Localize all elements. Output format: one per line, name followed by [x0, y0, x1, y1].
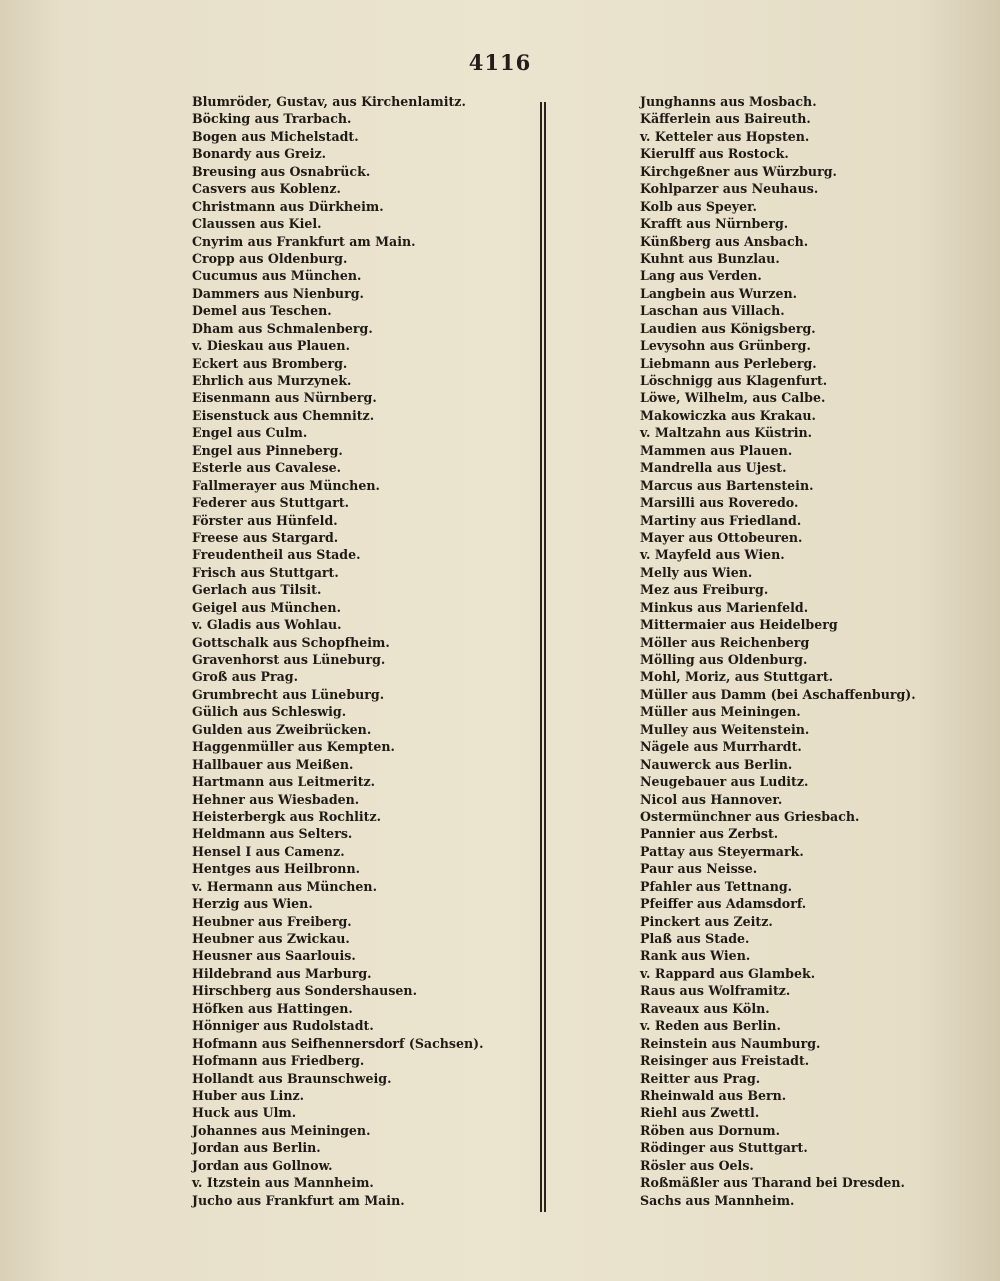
list-item: Nicol aus Hannover. [640, 791, 783, 807]
list-item: Mammen aus Plauen. [640, 442, 793, 458]
list-item: Kohlparzer aus Neuhaus. [640, 181, 819, 197]
list-item: Gravenhorst aus Lüneburg. [192, 652, 386, 667]
list-item: Künßberg aus Ansbach. [640, 233, 809, 249]
list-item: Förster aus Hünfeld. [192, 512, 338, 528]
list-item: Dammers aus Nienburg. [192, 285, 364, 301]
list-item: Böcking aus Trarbach. [192, 111, 352, 127]
list-item: Jordan aus Gollnow. [192, 1157, 333, 1173]
right-name-column [640, 93, 960, 1209]
list-item: Mandrella aus Ujest. [640, 460, 787, 476]
list-item: Makowiczka aus Krakau. [640, 407, 816, 423]
list-item: Hirschberg aus Sondershausen. [192, 983, 417, 999]
list-item: Reisinger aus Freistadt. [640, 1053, 810, 1069]
list-item: Hensel I aus Camenz. [192, 843, 345, 859]
list-item: Heubner aus Freiberg. [192, 913, 352, 929]
list-item: Heldmann aus Selters. [192, 826, 353, 842]
list-item: Kuhnt aus Bunzlau. [640, 250, 780, 266]
list-item: Riehl aus Zwettl. [640, 1105, 760, 1121]
list-item: Löwe, Wilhelm, aus Calbe. [640, 390, 826, 406]
list-item: Minkus aus Marienfeld. [640, 599, 809, 615]
column-divider-rule [540, 102, 542, 1212]
list-item: Eisenstuck aus Chemnitz. [192, 407, 375, 423]
list-item: Hentges aus Heilbronn. [192, 861, 360, 877]
list-item: Dham aus Schmalenberg. [192, 320, 373, 336]
list-item: Paur aus Neisse. [640, 861, 758, 877]
list-item: Nägele aus Murrhardt. [640, 739, 802, 755]
list-item: Sachs aus Mannheim. [640, 1192, 795, 1208]
list-item: Huck aus Ulm. [192, 1105, 297, 1121]
list-item: Huber aus Linz. [192, 1087, 305, 1103]
list-item: Pfahler aus Tettnang. [640, 878, 793, 894]
list-item: Neugebauer aus Luditz. [640, 774, 809, 790]
list-item: Röben aus Dornum. [640, 1122, 780, 1138]
list-item: Christmann aus Dürkheim. [192, 198, 384, 214]
list-item: Raveaux aus Köln. [640, 1000, 770, 1016]
list-item: Cropp aus Oldenburg. [192, 250, 348, 266]
list-item: Groß aus Prag. [192, 669, 298, 685]
column-divider-rule [544, 102, 546, 1212]
list-item: Hofmann aus Seifhennersdorf (Sachsen). [192, 1035, 484, 1051]
list-item: Hallbauer aus Meißen. [192, 756, 354, 772]
list-item: Rödinger aus Stuttgart. [640, 1140, 808, 1156]
list-item: Käfferlein aus Baireuth. [640, 111, 811, 127]
list-item: Möller aus Reichenberg [640, 634, 810, 650]
list-item: Eckert aus Bromberg. [192, 355, 348, 371]
list-item: Lang aus Verden. [640, 268, 762, 284]
list-item: Müller aus Meiningen. [640, 704, 801, 720]
list-item: Marcus aus Bartenstein. [640, 477, 814, 493]
list-item: Esterle aus Cavalese. [192, 460, 342, 476]
list-item: Höfken aus Hattingen. [192, 1000, 353, 1016]
list-item: Jucho aus Frankfurt am Main. [192, 1192, 405, 1208]
list-item: Pattay aus Steyermark. [640, 843, 804, 859]
list-item: v. Itzstein aus Mannheim. [192, 1175, 374, 1191]
list-item: Laschan aus Villach. [640, 303, 785, 319]
list-item: Mayer aus Ottobeuren. [640, 529, 803, 545]
list-item: Gulden aus Zweibrücken. [192, 721, 372, 737]
list-item: Engel aus Culm. [192, 425, 308, 441]
list-item: Heusner aus Saarlouis. [192, 948, 356, 964]
list-item: Müller aus Damm (bei Aschaffenburg). [640, 686, 916, 702]
list-item: Claussen aus Kiel. [192, 216, 322, 232]
list-item: Melly aus Wien. [640, 564, 753, 580]
list-item: Frisch aus Stuttgart. [192, 564, 339, 580]
list-item: Kolb aus Speyer. [640, 198, 757, 214]
list-item: Gerlach aus Tilsit. [192, 582, 322, 598]
list-item: Bogen aus Michelstadt. [192, 128, 359, 144]
list-item: v. Dieskau aus Plauen. [192, 338, 350, 354]
list-item: Raus aus Wolframitz. [640, 983, 791, 999]
list-item: Hofmann aus Friedberg. [192, 1053, 365, 1069]
list-item: Ostermünchner aus Griesbach. [640, 808, 860, 824]
list-item: Langbein aus Wurzen. [640, 285, 798, 301]
list-item: Freudentheil aus Stade. [192, 547, 361, 563]
list-item: Fallmerayer aus München. [192, 477, 380, 493]
list-item: Casvers aus Koblenz. [192, 181, 341, 197]
list-item: Jordan aus Berlin. [192, 1140, 321, 1156]
list-item: Johannes aus Meiningen. [192, 1122, 371, 1138]
list-item: Blumröder, Gustav, aus Kirchenlamitz. [192, 94, 466, 109]
page-number: 4116 [468, 50, 532, 75]
list-item: v. Hermann aus München. [192, 878, 377, 894]
list-item: v. Gladis aus Wohlau. [192, 617, 342, 633]
list-item: Löschnigg aus Klagenfurt. [640, 373, 828, 388]
list-item: Haggenmüller aus Kempten. [192, 739, 395, 755]
list-item: Eisenmann aus Nürnberg. [192, 390, 377, 406]
list-item: Cucumus aus München. [192, 268, 362, 284]
list-item: Hollandt aus Braunschweig. [192, 1070, 392, 1086]
list-item: Pfeiffer aus Adamsdorf. [640, 896, 807, 912]
list-item: Ehrlich aus Murzynek. [192, 373, 352, 388]
list-item: Mez aus Freiburg. [640, 582, 769, 598]
list-item: Freese aus Stargard. [192, 529, 339, 545]
list-item: v. Ketteler aus Hopsten. [640, 128, 810, 144]
list-item: Laudien aus Königsberg. [640, 320, 816, 336]
list-item: Mohl, Moriz, aus Stuttgart. [640, 669, 834, 685]
list-item: Mittermaier aus Heidelberg [640, 617, 838, 633]
list-item: Demel aus Teschen. [192, 303, 332, 319]
list-item: Hönniger aus Rudolstadt. [192, 1018, 374, 1034]
list-item: Grumbrecht aus Lüneburg. [192, 686, 385, 702]
list-item: Herzig aus Wien. [192, 896, 313, 912]
list-item: Krafft aus Nürnberg. [640, 216, 789, 232]
list-item: Rheinwald aus Bern. [640, 1087, 787, 1103]
list-item: Gottschalk aus Schopfheim. [192, 634, 390, 650]
list-item: Heisterbergk aus Rochlitz. [192, 808, 382, 824]
list-item: Junghanns aus Mosbach. [640, 94, 817, 109]
list-item: Rösler aus Oels. [640, 1157, 754, 1173]
list-item: v. Reden aus Berlin. [640, 1018, 781, 1034]
list-item: Nauwerck aus Berlin. [640, 756, 793, 772]
list-item: Hehner aus Wiesbaden. [192, 791, 360, 807]
list-item: Roßmäßler aus Tharand bei Dresden. [640, 1175, 905, 1191]
list-item: Levysohn aus Grünberg. [640, 338, 811, 354]
left-name-column [192, 93, 522, 1209]
list-item: v. Rappard aus Glambek. [640, 965, 816, 981]
list-item: Heubner aus Zwickau. [192, 931, 350, 946]
list-item: v. Maltzahn aus Küstrin. [640, 425, 813, 441]
list-item: Bonardy aus Greiz. [192, 146, 327, 162]
list-item: Engel aus Pinneberg. [192, 442, 343, 458]
list-item: Rank aus Wien. [640, 948, 751, 964]
list-item: Cnyrim aus Frankfurt am Main. [192, 233, 416, 249]
list-item: Reitter aus Prag. [640, 1070, 761, 1086]
list-item: Hartmann aus Leitmeritz. [192, 774, 376, 790]
list-item: Liebmann aus Perleberg. [640, 355, 817, 371]
list-item: Kierulff aus Rostock. [640, 146, 789, 162]
list-item: Geigel aus München. [192, 599, 341, 615]
list-item: Reinstein aus Naumburg. [640, 1035, 821, 1051]
list-item: Martiny aus Friedland. [640, 512, 802, 528]
list-item: Breusing aus Osnabrück. [192, 163, 371, 179]
list-item: Kirchgeßner aus Würzburg. [640, 163, 837, 179]
list-item: Marsilli aus Roveredo. [640, 495, 799, 511]
list-item: Pinckert aus Zeitz. [640, 913, 773, 929]
list-item: Mölling aus Oldenburg. [640, 652, 808, 667]
list-item: Pannier aus Zerbst. [640, 826, 779, 842]
list-item: v. Mayfeld aus Wien. [640, 547, 785, 563]
list-item: Federer aus Stuttgart. [192, 495, 350, 511]
list-item: Plaß aus Stade. [640, 931, 750, 946]
list-item: Gülich aus Schleswig. [192, 704, 347, 720]
list-item: Hildebrand aus Marburg. [192, 965, 372, 981]
list-item: Mulley aus Weitenstein. [640, 721, 810, 737]
